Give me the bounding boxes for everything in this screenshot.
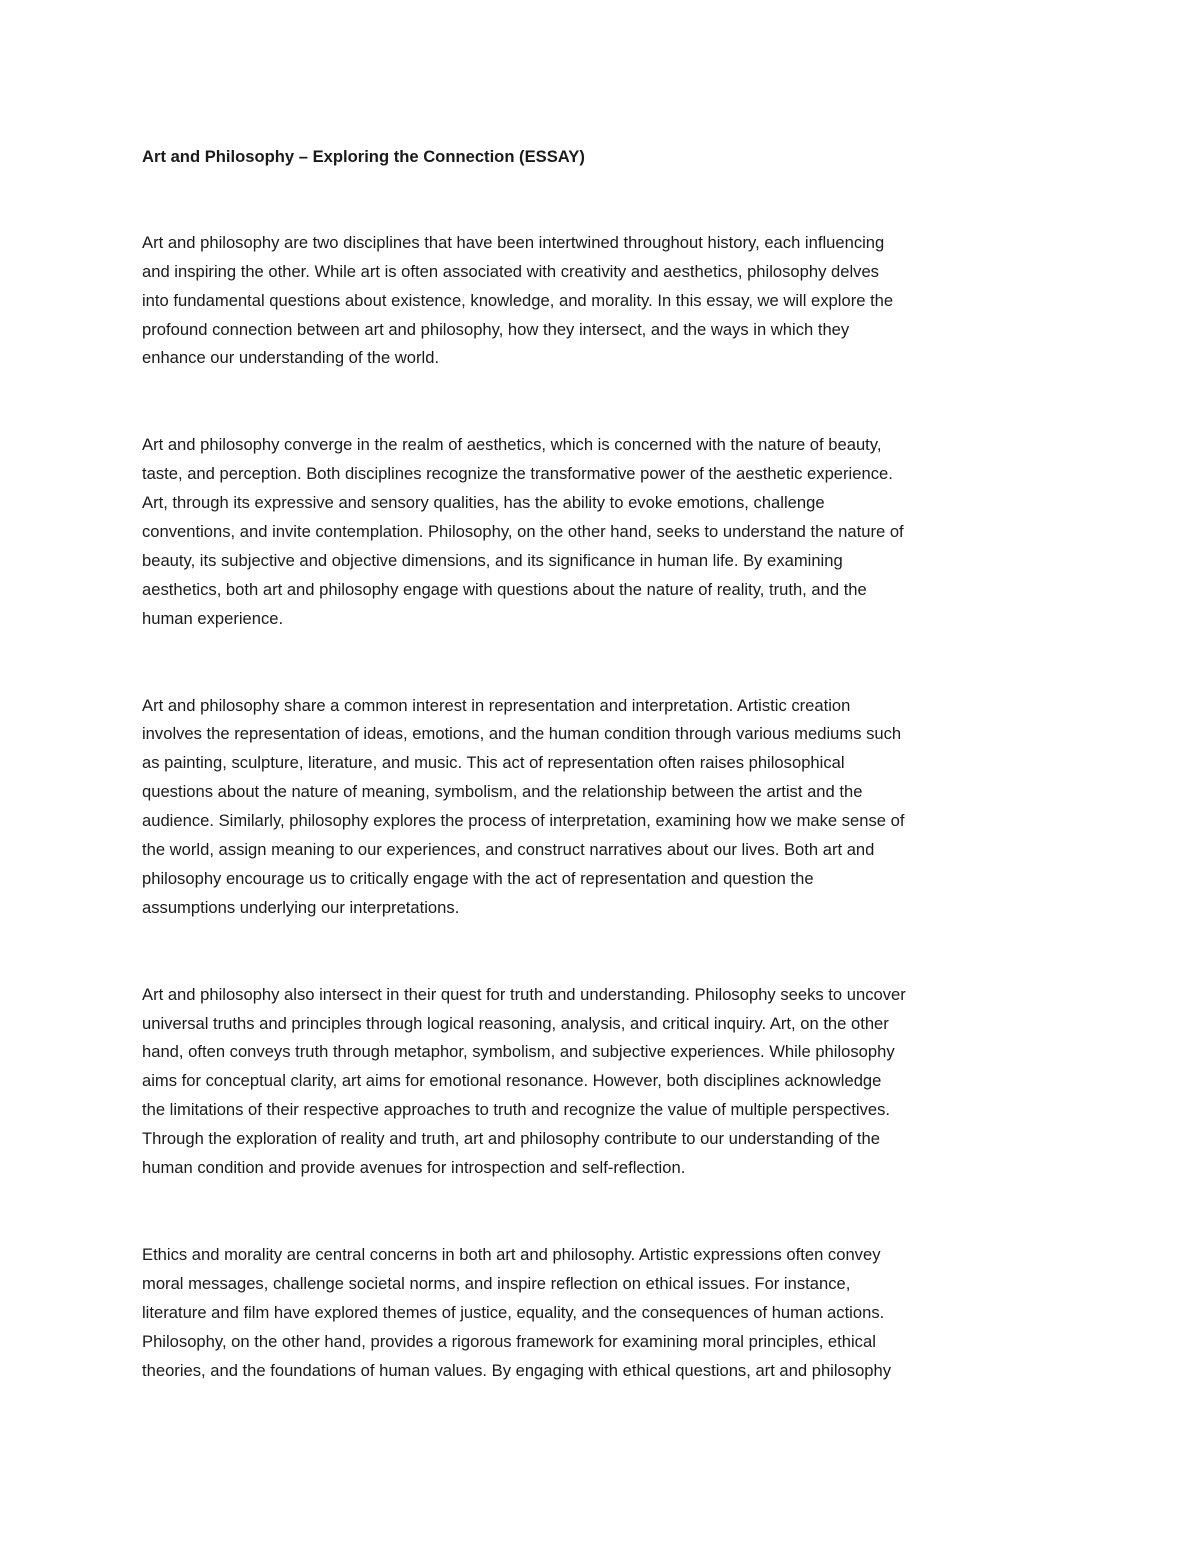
text-line: human experience. [142, 608, 284, 628]
text-line: beauty, its subjective and objective dimensions, and its significance in human life. By examining [142, 550, 843, 570]
text-line: Through the exploration of reality and truth, art and philosophy contribute to our understanding of the [142, 1129, 880, 1149]
text-line: Art, through its expressive and sensory qualities, has the ability to evoke emotions, challenge [142, 493, 825, 513]
text-line: Art and philosophy converge in the realm of aesthetics, which is concerned with the nature of beauty, [142, 435, 882, 455]
text-line: profound connection between art and philosophy, how they intersect, and the ways in which they [142, 319, 850, 339]
paragraph-ethics [142, 1241, 1060, 1385]
text-line: assumptions underlying our interpretations. [142, 897, 460, 917]
text-line: hand, often conveys truth through metaphor, symbolism, and subjective experiences. While philosophy [142, 1042, 895, 1062]
spacer [142, 172, 1060, 229]
text-line: Art and philosophy are two disciplines that have been intertwined throughout history, each influencing [142, 232, 885, 252]
paragraph-aesthetics [142, 431, 1060, 633]
text-line: aims for conceptual clarity, art aims for emotional resonance. However, both disciplines acknowledge [142, 1071, 882, 1091]
paragraph-truth [142, 981, 1060, 1183]
text-line: Art and philosophy also intersect in their quest for truth and understanding. Philosophy seeks to uncover [142, 984, 906, 1004]
spacer [142, 923, 1060, 981]
text-line: involves the representation of ideas, emotions, and the human condition through various mediums such [142, 724, 902, 744]
text-line: into fundamental questions about existence, knowledge, and morality. In this essay, we will explore the [142, 290, 894, 310]
text-line: as painting, sculpture, literature, and music. This act of representation often raises philosophical [142, 753, 845, 773]
essay-title: Art and Philosophy – Exploring the Connection (ESSAY) [142, 147, 585, 166]
text-line: Ethics and morality are central concerns in both art and philosophy. Artistic expressions often convey [142, 1244, 881, 1264]
paragraph-representation [142, 692, 1060, 923]
text-line: universal truths and principles through logical reasoning, analysis, and critical inquiry. Art, on the other [142, 1013, 889, 1033]
text-line: audience. Similarly, philosophy explores the process of interpretation, examining how we make sense of [142, 811, 905, 831]
text-line: enhance our understanding of the world. [142, 348, 440, 368]
text-line: Philosophy, on the other hand, provides a rigorous framework for examining moral principles, ethical [142, 1331, 876, 1351]
text-line: philosophy encourage us to critically engage with the act of representation and question the [142, 868, 814, 888]
text-line: human condition and provide avenues for introspection and self-reflection. [142, 1158, 686, 1178]
spacer [142, 634, 1060, 692]
essay-body [142, 143, 1060, 1385]
spacer [142, 1183, 1060, 1241]
text-line: the world, assign meaning to our experiences, and construct narratives about our lives. Both art and [142, 840, 875, 860]
text-line: moral messages, challenge societal norms, and inspire reflection on ethical issues. For instance, [142, 1273, 851, 1293]
text-line: theories, and the foundations of human values. By engaging with ethical questions, art and philosophy [142, 1360, 892, 1380]
text-line: questions about the nature of meaning, symbolism, and the relationship between the artist and the [142, 782, 863, 802]
text-line: conventions, and invite contemplation. Philosophy, on the other hand, seeks to understand the nature of [142, 522, 904, 542]
paragraph-intro [142, 229, 1060, 373]
text-line: Art and philosophy share a common interest in representation and interpretation. Artistic creation [142, 695, 851, 715]
text-line: the limitations of their respective approaches to truth and recognize the value of multiple perspectives. [142, 1100, 891, 1120]
text-line: and inspiring the other. While art is often associated with creativity and aesthetics, philosophy delves [142, 261, 879, 281]
text-line: aesthetics, both art and philosophy engage with questions about the nature of reality, truth, and the [142, 579, 867, 599]
text-line: literature and film have explored themes of justice, equality, and the consequences of human actions. [142, 1302, 885, 1322]
text-line: taste, and perception. Both disciplines recognize the transformative power of the aesthetic experience. [142, 464, 893, 484]
spacer [142, 373, 1060, 431]
